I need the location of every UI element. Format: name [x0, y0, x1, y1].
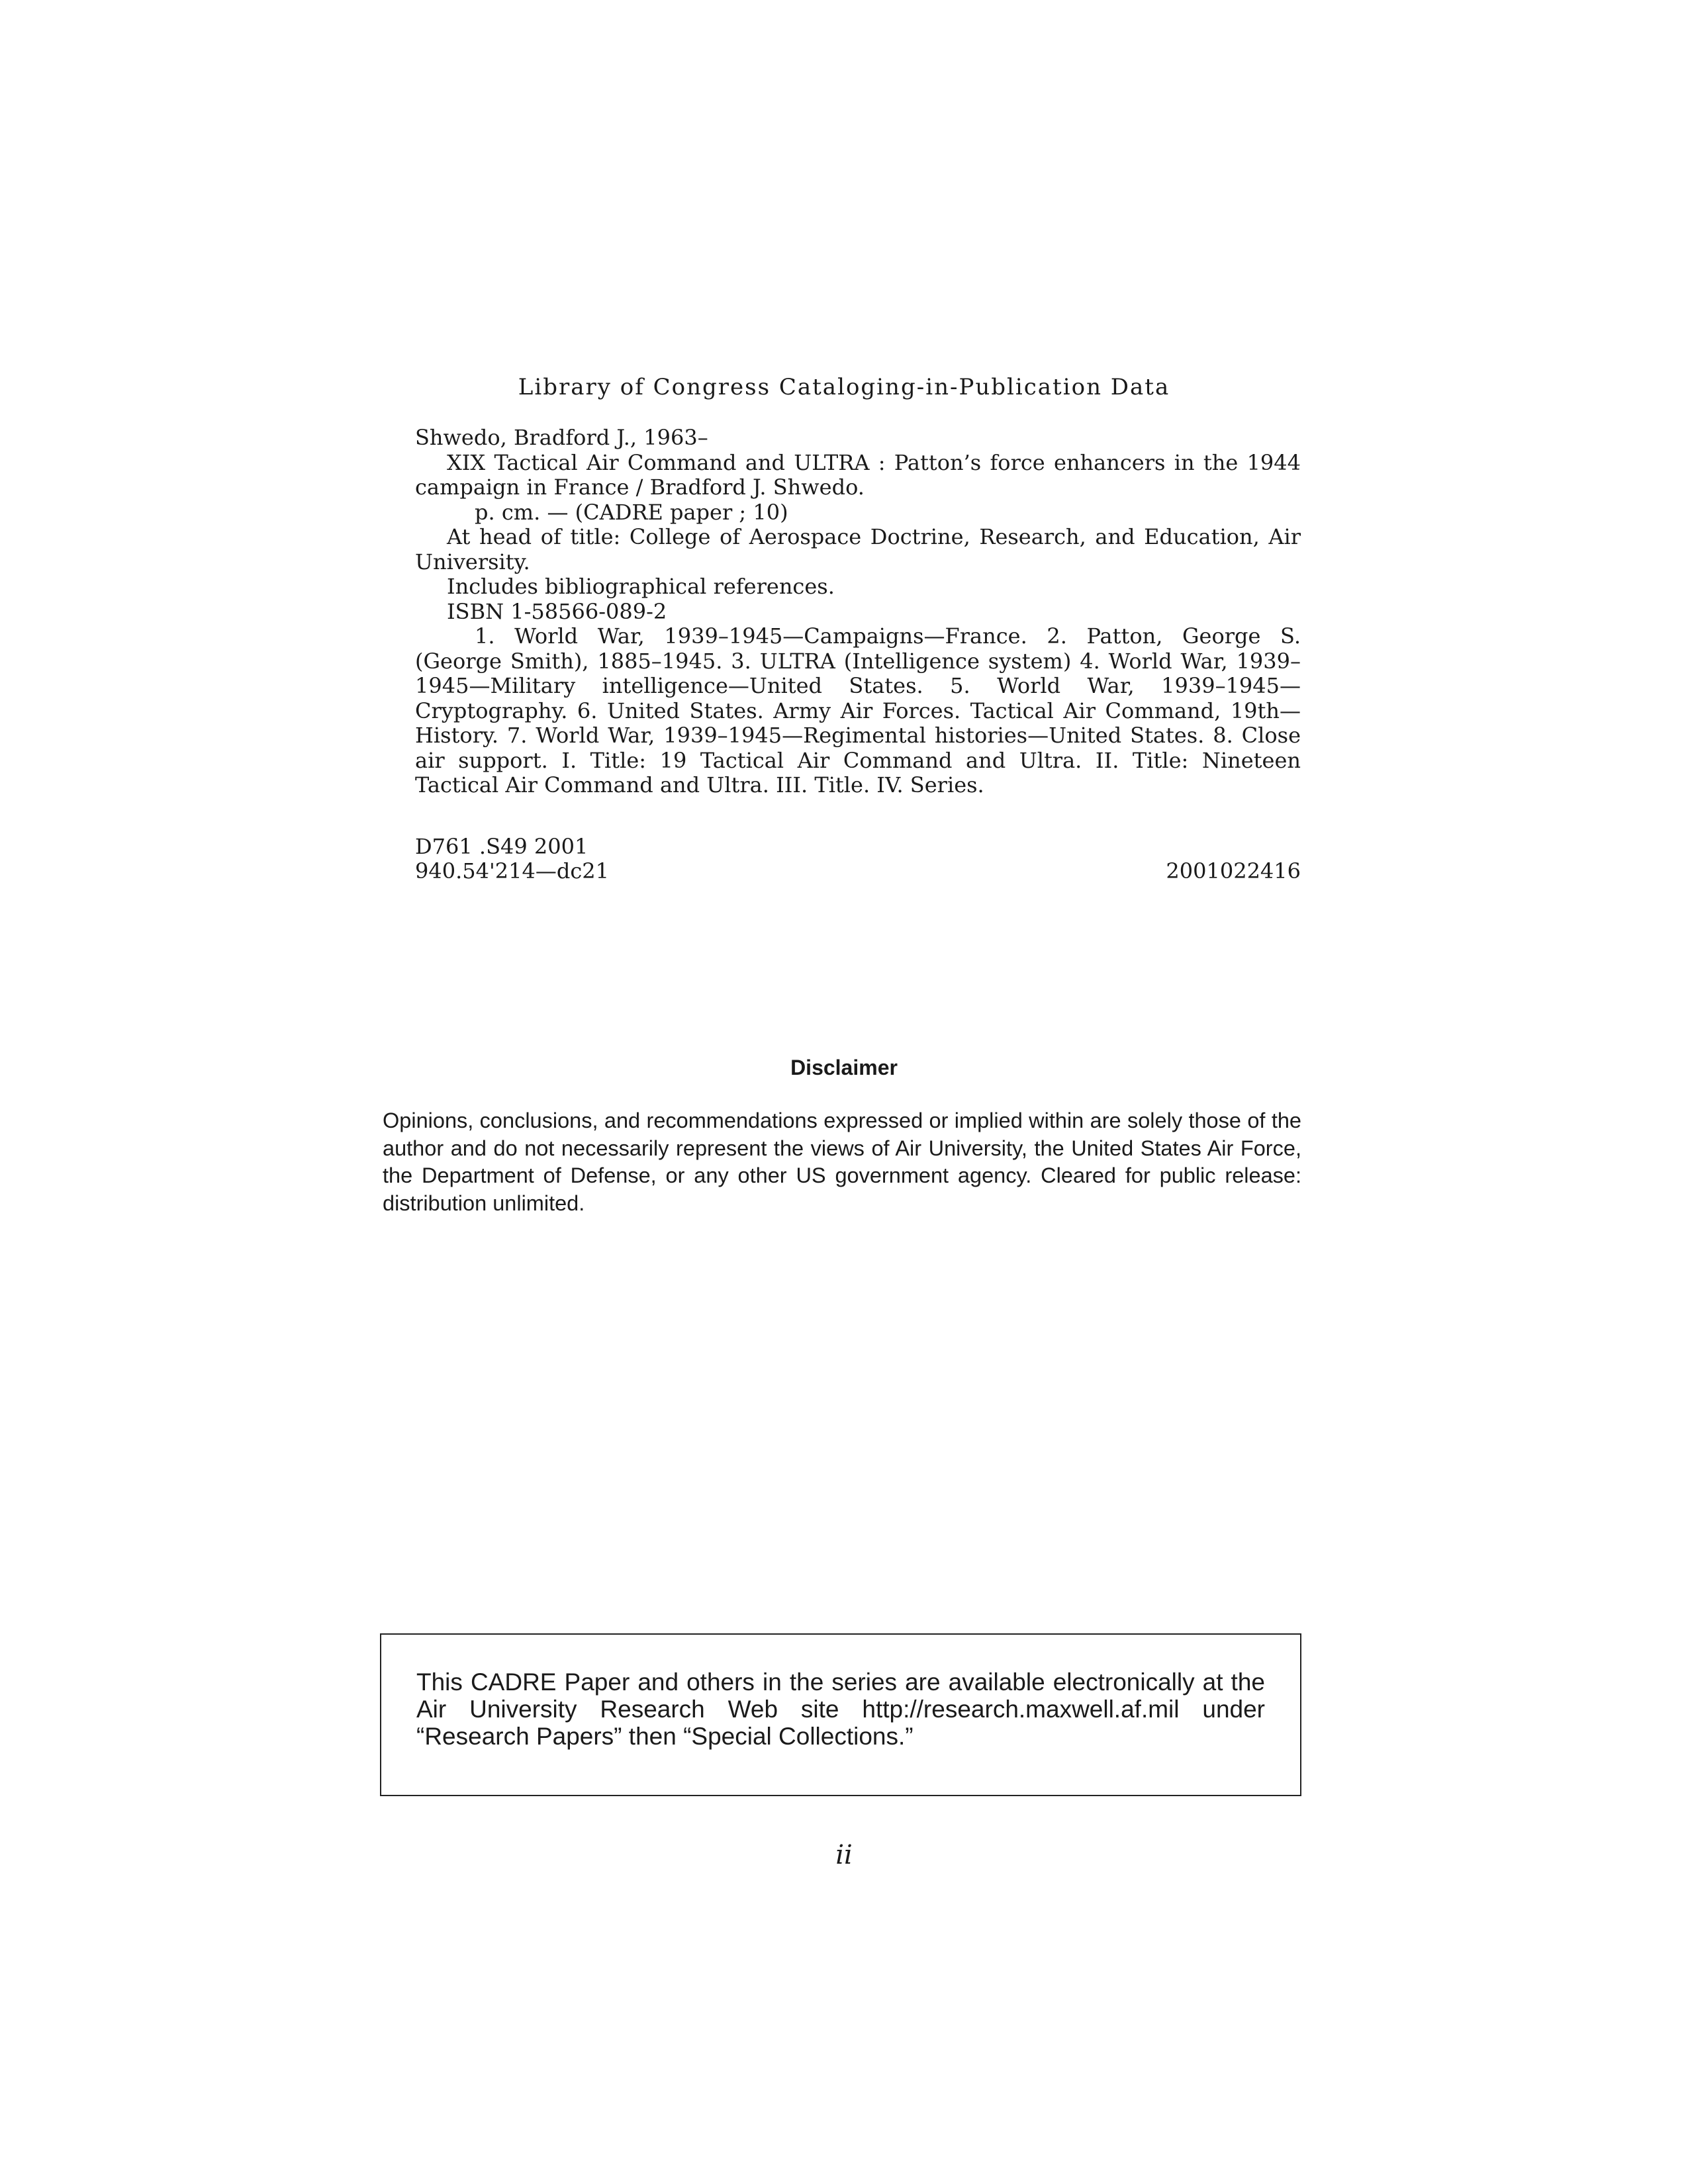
cip-title-statement: XIX Tactical Air Command and ULTRA : Patton’s force enhancers in the 1944 campaign in France / Bradford J. Shwedo.	[415, 449, 1301, 500]
cip-head-of-title-note: At head of title: College of Aerospace Doctrine, Research, and Education, Air University.	[415, 524, 1301, 574]
cip-lc-call-number: D761 .S49 2001	[415, 833, 588, 859]
cip-subject-headings: 1. World War, 1939–1945—Campaigns—France. 2. Patton, George S. (George Smith), 1885–1945. 3. ULTRA (Intelligence system) 4. World War, 1939–1945—Military intelligence—United States. 5. World War, 1939–1945— Cryptography. 6. United States. Army Air Forces. Tactical Air Command, 19th— History. 7. World War, 1939–1945—Regimental histories—United States. 8. Close air support. I. Title: 19 Tactical Air Command and Ultra. II. Title: Nineteen Tactical Air Command and Ultra. III. Title. IV. Series.	[415, 623, 1301, 797]
availability-notice-text: This CADRE Paper and others in the series are available electronically at the Air University Research Web site http://research.maxwell.af.mil under “Research Papers” then “Special Collections.”	[416, 1668, 1265, 1750]
cip-isbn: ISBN 1-58566-089-2	[447, 598, 667, 624]
cip-physical-description: p. cm. — (CADRE paper ; 10)	[475, 499, 788, 525]
cip-record	[415, 426, 1301, 884]
availability-notice-box	[380, 1633, 1301, 1796]
cip-classification-row	[415, 859, 1301, 884]
cip-lccn: 2001022416	[1166, 858, 1301, 884]
disclaimer-title: Disclaimer	[790, 1056, 898, 1079]
cip-author: Shwedo, Bradford J., 1963–	[415, 425, 708, 450]
page-number: ii	[835, 1840, 853, 1870]
cip-spacer	[415, 798, 1301, 835]
cip-bibliography-note: Includes bibliographical references.	[447, 574, 835, 599]
cip-dewey-number: 940.54'214—dc21	[415, 858, 609, 884]
disclaimer-text: Opinions, conclusions, and recommendations expressed or implied within are solely those of the author and do not necessarily represent the views of Air University, the United States Air Force, the Department of Defense, or any other US government agency. Cleared for public release: distribution unlimited.	[383, 1109, 1301, 1215]
cip-heading: Library of Congress Cataloging-in-Publication Data	[518, 374, 1170, 400]
